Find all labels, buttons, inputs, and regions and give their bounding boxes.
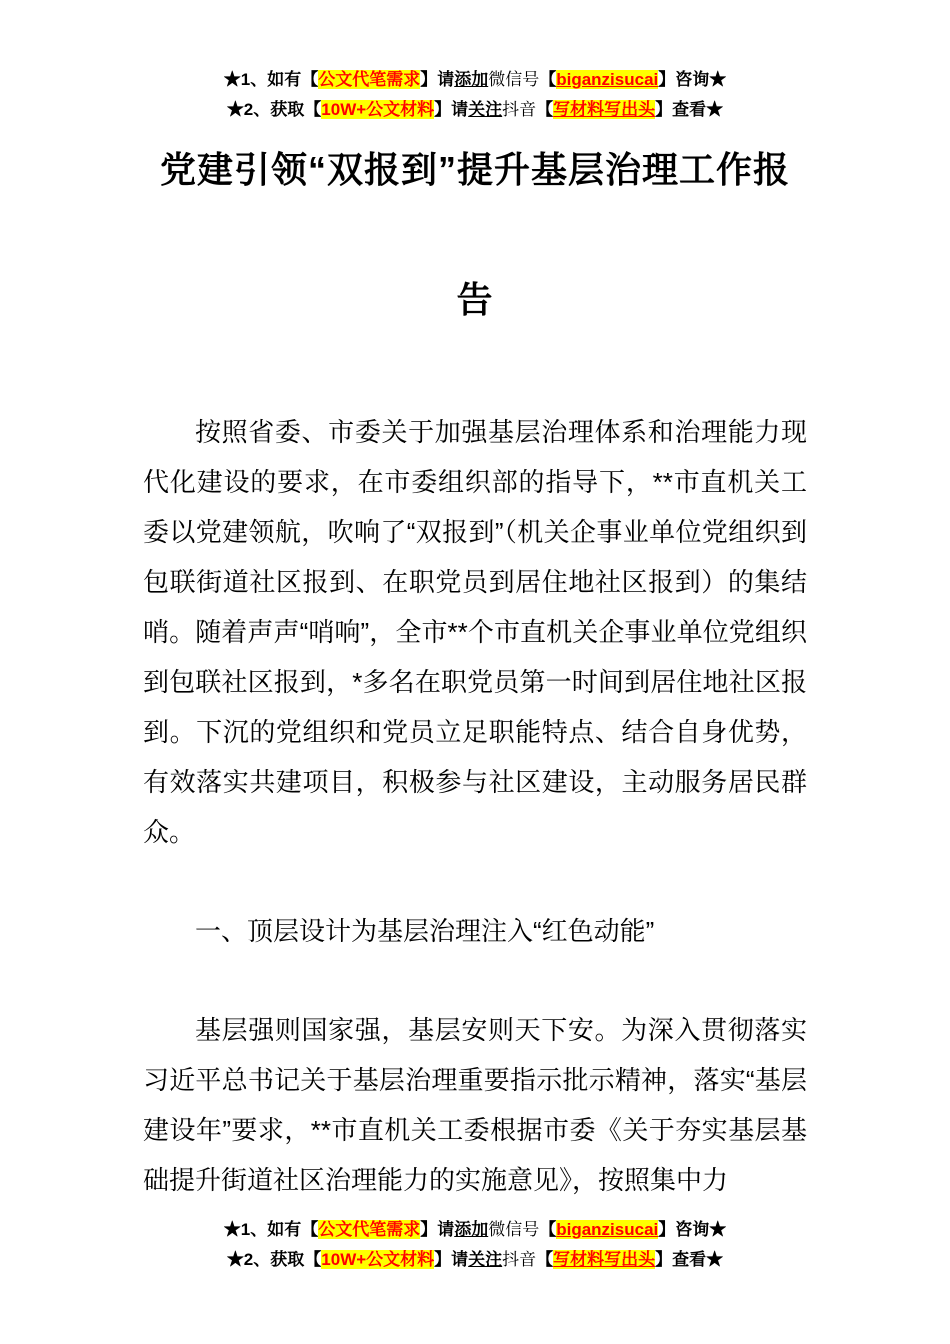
- promo-action-follow: 关注: [468, 100, 503, 119]
- promo-wechat-id: biganzisucai: [556, 70, 659, 89]
- promo-highlight-service: 公文代笔需求: [318, 70, 421, 89]
- promo-platform-wechat: 微信号: [488, 1220, 540, 1239]
- promo-mid: 】请: [420, 1220, 455, 1239]
- promo-suffix: 】查看★: [655, 1250, 724, 1269]
- promo-prefix: ★2、获取【: [226, 1250, 322, 1269]
- promo-action-add: 添加: [454, 70, 489, 89]
- body-paragraph-1: 按照省委、市委关于加强基层治理体系和治理能力现代化建设的要求，在市委组织部的指导下，**市直机关工委以党建领航，吹响了“双报到”（机关企事业单位党组织到包联街道社区报到、在职党员到居住地社区报到）的集结哨。随着声声“哨响”，全市**个市直机关企事业单位党组织到包联社区报到，*多名在职党员第一时间到居住地社区报到。下沉的党组织和党员立足职能特点、结合自身优势，有效落实共建项目，积极参与社区建设，主动服务居民群众。: [143, 417, 807, 847]
- promo-prefix: ★1、如有【: [223, 1220, 319, 1239]
- promo-footer-line-2: [0, 1245, 950, 1275]
- promo-douyin-account: 写材料写出头: [553, 100, 656, 119]
- body-paragraph-2: 基层强则国家强，基层安则天下安。为深入贯彻落实习近平总书记关于基层治理重要指示批示精神，落实“基层建设年”要求，**市直机关工委根据市委《关于夯实基层基础提升街道社区治理能力的实施意见》，按照集中力: [143, 1015, 807, 1195]
- title-line-1: 党建引领“双报到”提升基层治理工作报: [159, 149, 790, 190]
- title-line-2: 告: [456, 279, 494, 320]
- promo-platform-wechat: 微信号: [488, 70, 540, 89]
- promo-platform-douyin: 抖音: [502, 100, 537, 119]
- promo-prefix: ★1、如有【: [223, 70, 319, 89]
- promo-action-follow: 关注: [468, 1250, 503, 1269]
- promo-suffix: 】咨询★: [658, 1220, 727, 1239]
- promo-action-add: 添加: [454, 1220, 489, 1239]
- promo-header-line-1: [0, 65, 950, 95]
- promo-footer-line-1: [0, 1215, 950, 1245]
- promo-mid: 】请: [434, 1250, 469, 1269]
- section-heading-1: 一、顶层设计为基层治理注入“红色动能”: [195, 916, 655, 946]
- promo-highlight-material: 10W+公文材料: [321, 100, 435, 119]
- promo-highlight-material: 10W+公文材料: [321, 1250, 435, 1269]
- promo-wechat-id: biganzisucai: [556, 1220, 659, 1239]
- promo-mid: 】请: [420, 70, 455, 89]
- promo-bracket: 【: [536, 100, 554, 119]
- document-title: [143, 105, 807, 365]
- promo-platform-douyin: 抖音: [502, 1250, 537, 1269]
- document-body: [143, 407, 807, 1205]
- promo-bracket: 【: [539, 1220, 557, 1239]
- promo-bracket: 【: [536, 1250, 554, 1269]
- promo-mid: 】请: [434, 100, 469, 119]
- promo-highlight-service: 公文代笔需求: [318, 1220, 421, 1239]
- promo-prefix: ★2、获取【: [226, 100, 322, 119]
- promo-bracket: 【: [539, 70, 557, 89]
- promo-suffix: 】查看★: [655, 100, 724, 119]
- promo-douyin-account: 写材料写出头: [553, 1250, 656, 1269]
- promo-footer: [0, 1215, 950, 1275]
- promo-suffix: 】咨询★: [658, 70, 727, 89]
